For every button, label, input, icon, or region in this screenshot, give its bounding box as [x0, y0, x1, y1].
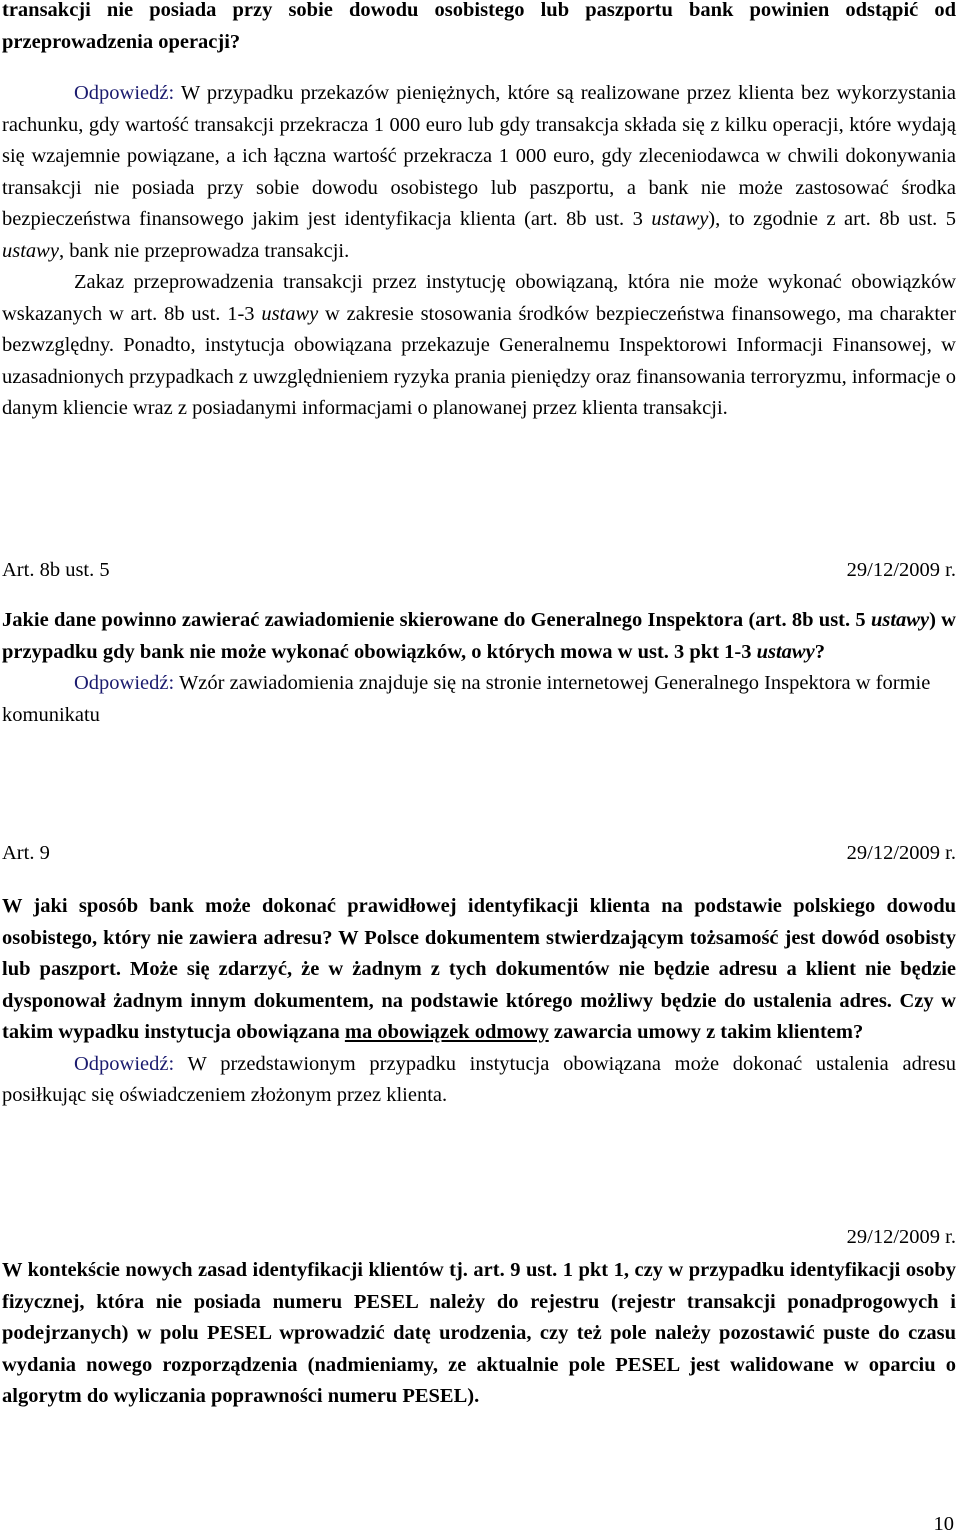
- answer-ital-1: ustawy: [651, 208, 709, 230]
- date: 29/12/2009 r.: [846, 842, 956, 864]
- p2-text-a: Zakaz przeprowadzenia transakcji przez instytucję obowiązaną, która nie może wykonać obowiązków wskazanych w art. 8b ust. 1-3: [2, 271, 956, 325]
- answer-paragraph: [2, 1049, 956, 1112]
- paragraph-2: [2, 267, 956, 425]
- answer-text-2: ), to zgodnie z art. 8b ust. 5: [708, 208, 956, 230]
- q-text-1: W jaki sposób bank może dokonać prawidłowej identyfikacji klienta na podstawie polskiego dowodu osobistego, który nie zawiera adresu? W Polsce dokumentem stwierdzającym tożsamość jest dowód osobisty lub paszport. Może się zdarzyć, że w żadnym z tych dokumentów nie będzie adresu a klient nie będzie dysponował żadnym innym dokumentem, na podstawie którego możliwy będzie do ustalenia adres. Czy w takim wypadku instytucja obowiązana: [2, 895, 956, 1043]
- page-number: 10: [933, 1513, 954, 1535]
- section-4: [2, 1255, 956, 1413]
- answer-text: Wzór zawiadomienia znajduje się na stronie internetowej Generalnego Inspektora w formie komunikatu: [2, 672, 931, 726]
- answer-label: Odpowiedź:: [74, 1052, 175, 1075]
- q-text-2: zawarcia umowy z takim klientem?: [548, 1021, 864, 1043]
- section-2: [2, 605, 956, 731]
- answer-text-3: , bank nie przeprowadza transakcji.: [58, 239, 350, 262]
- q-text-2: ) w przypadku gdy bank nie może wykonać obowiązków, o których mowa w ust. 3 pkt 1-3: [2, 609, 956, 663]
- question: [2, 605, 956, 668]
- article-ref: Art. 8b ust. 5: [2, 559, 110, 581]
- question-tail: transakcji nie posiada przy sobie dowodu osobistego lub paszportu bank powinien odstąpić od przeprowadzenia operacji?: [2, 0, 956, 53]
- answer-label: Odpowiedź:: [74, 672, 175, 694]
- p2-text-b: w zakresie stosowania środków bezpieczeństwa finansowego, ma charakter bezwzględny. Ponadto, instytucja obowiązana przekazuje Generalnemu Inspektorowi Informacji Finansowej, w uzasadnionych przypadkach z uwzględnieniem ryzyka prania pieniędzy oraz finansowania terroryzmu, informacje o danym kliencie wraz z posiadanymi informacjami o planowanej przez klienta transakcji.: [2, 302, 956, 419]
- answer-paragraph: [2, 78, 956, 267]
- q-ital-1: ustawy: [870, 609, 930, 631]
- section-3: [2, 891, 956, 1112]
- answer-text: W przedstawionym przypadku instytucja obowiązana może dokonać ustalenia adresu posiłkując się oświadczeniem złożonym przez klienta.: [2, 1052, 956, 1106]
- answer-text-1: W przypadku przekazów pieniężnych, które są realizowane przez klienta bez wykorzystania rachunku, gdy wartość transakcji przekracza 1 000 euro lub gdy transakcja składa się z kilku operacji, które wydają się wzajemnie powiązane, a ich łączna wartość przekracza 1 000 euro, gdy zleceniodawca w chwili dokonywania transakcji nie posiada przy sobie dowodu osobistego lub paszportu, a bank nie może zastosować środka bezpieczeństwa finansowego jakim jest identyfikacja klienta (art. 8b ust. 3: [2, 82, 956, 230]
- question: W kontekście nowych zasad identyfikacji klientów tj. art. 9 ust. 1 pkt 1, czy w przypadku identyfikacji osoby fizycznej, która nie posiada numeru PESEL należy do rejestru (rejestr transakcji ponadprogowych i podejrzanych) w polu PESEL wprowadzić datę urodzenia, czy też pole należy pozostawić puste do czasu wydania nowego rozporządzenia (nadmieniamy, ze aktualnie pole PESEL jest walidowane w oparciu o algorytm do wyliczania poprawności numeru PESEL).: [2, 1259, 956, 1407]
- answer-ital-2: ustawy: [2, 239, 59, 262]
- date: 29/12/2009 r.: [846, 559, 956, 581]
- p2-ital: ustawy: [261, 302, 319, 325]
- q-ital-2: ustawy: [756, 640, 815, 663]
- answer-paragraph: [2, 668, 956, 731]
- article-ref: Art. 9: [2, 842, 50, 864]
- answer-label: Odpowiedź:: [74, 82, 175, 104]
- q-underlined: ma obowiązek odmowy: [344, 1021, 549, 1043]
- q-text-1: Jakie dane powinno zawierać zawiadomienie skierowane do Generalnego Inspektora (art. 8b ust. 5: [2, 609, 871, 631]
- question: [2, 891, 956, 1049]
- section-1: [2, 0, 956, 425]
- date: 29/12/2009 r.: [846, 1226, 956, 1248]
- q-text-3: ?: [814, 640, 825, 663]
